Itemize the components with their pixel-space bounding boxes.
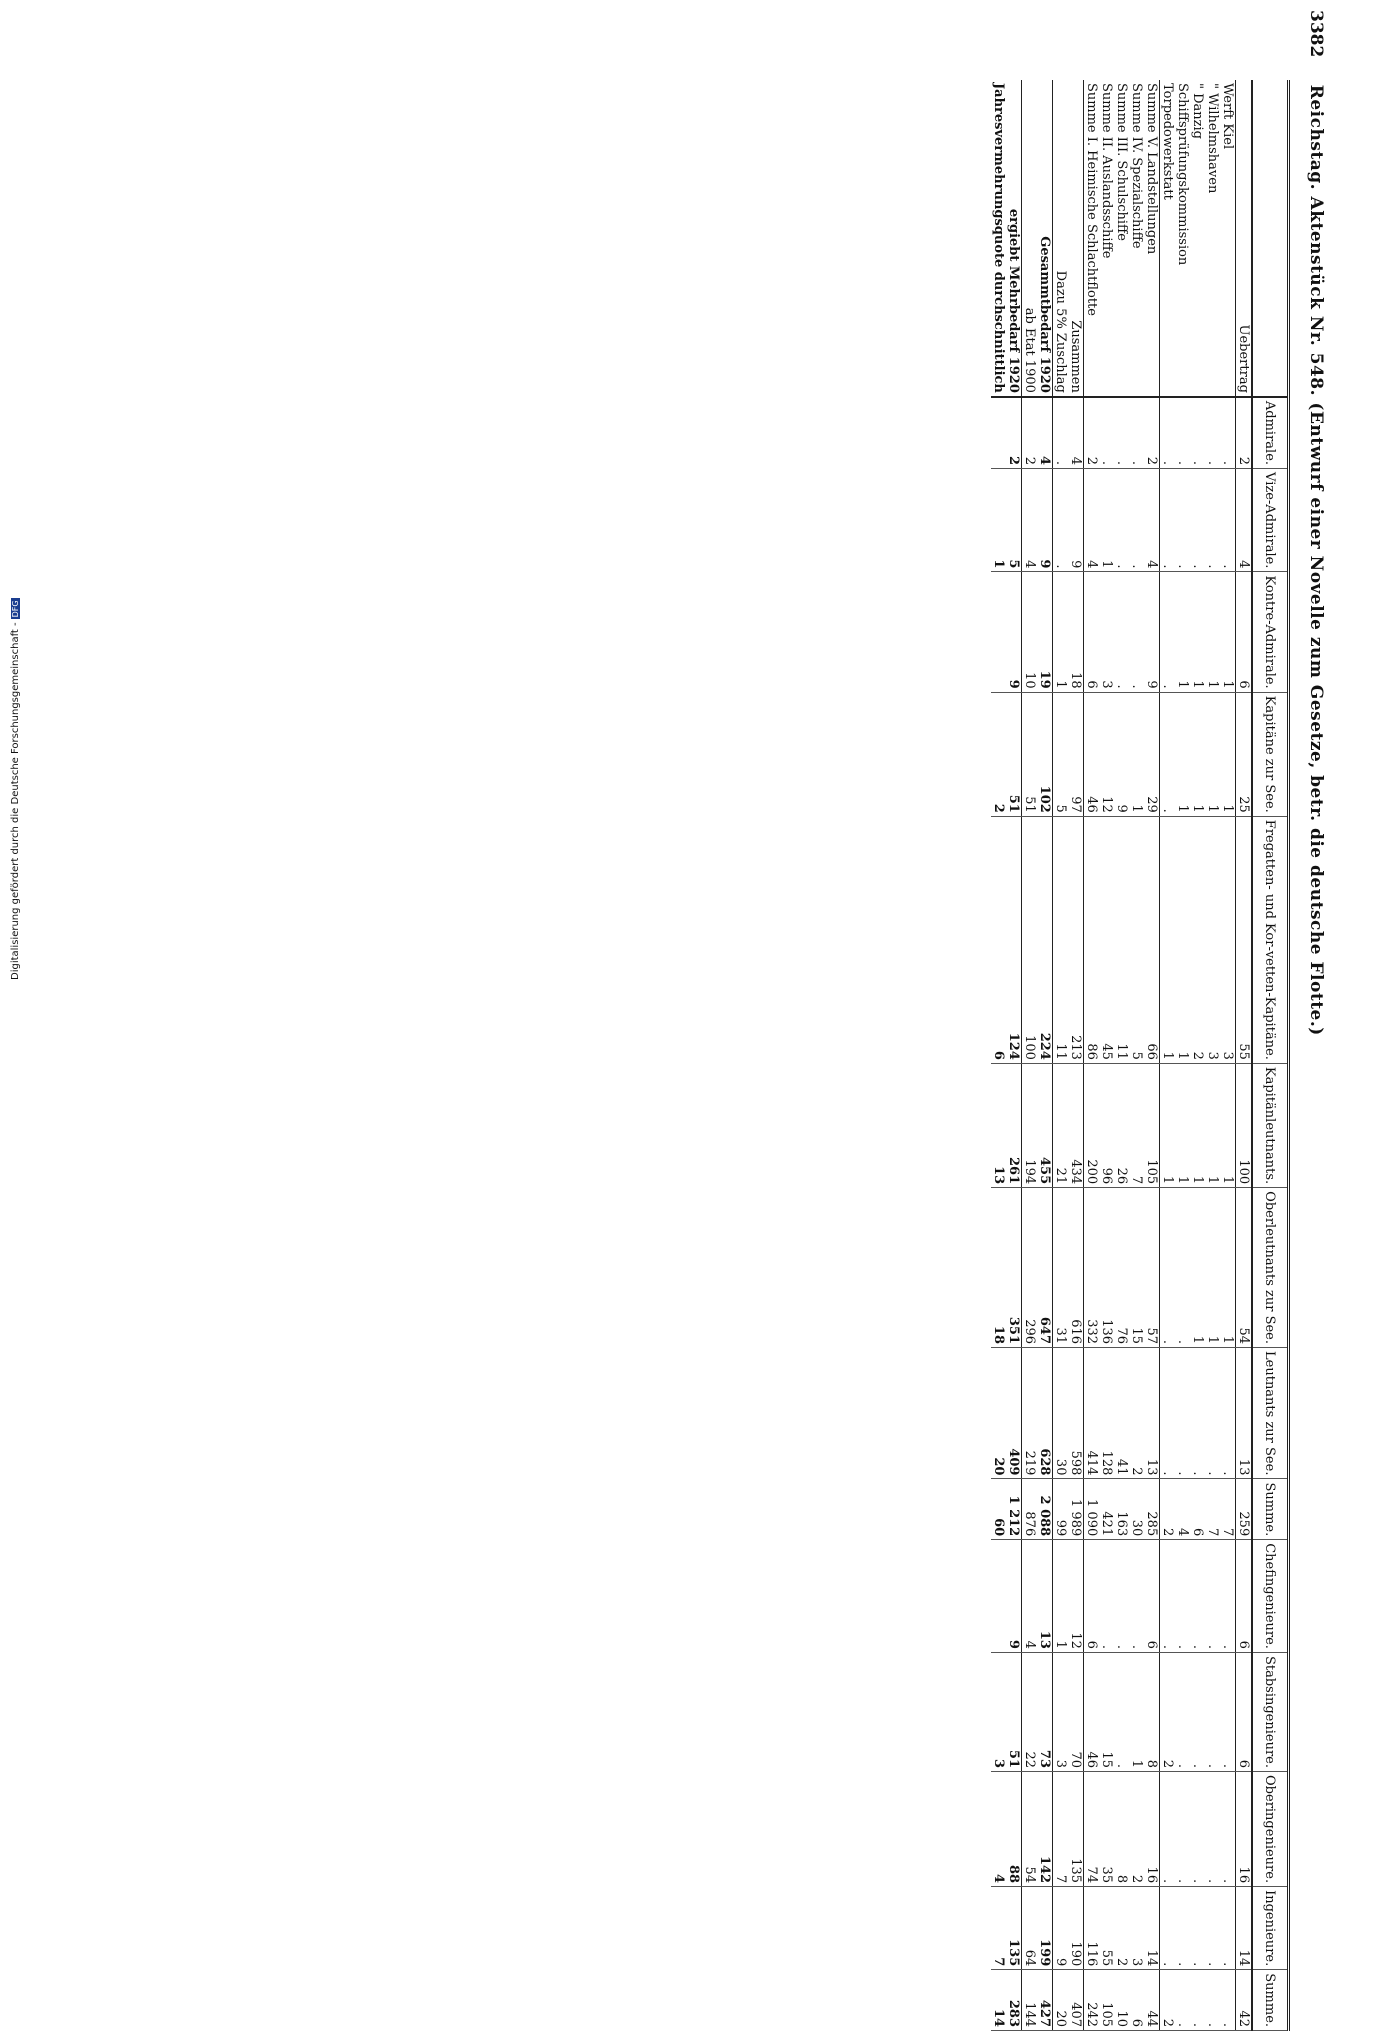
table-cell: . [1220, 1652, 1236, 1771]
table-cell: 46 [1084, 692, 1100, 816]
table-cell: . [1175, 1970, 1190, 2031]
table-cell: 414 [1084, 1348, 1100, 1479]
row-label: Summe V. Landstellungen [1144, 80, 1160, 397]
table-cell: . [1160, 397, 1176, 469]
column-header: Ingenieure. [1252, 1887, 1289, 1970]
table-cell: 2 088 [1037, 1479, 1053, 1540]
table-cell: 455 [1037, 1063, 1053, 1187]
table-cell: 1 [1220, 1063, 1236, 1187]
table-cell: 6 [1084, 572, 1100, 692]
table-cell: . [1053, 397, 1069, 469]
table-cell: 116 [1084, 1887, 1100, 1970]
table-cell: 194 [1022, 1063, 1038, 1187]
table-cell: 12 [1099, 692, 1114, 816]
table-cell: 100 [1236, 1063, 1253, 1187]
table-cell: 26 [1114, 1063, 1129, 1187]
personnel-table [991, 80, 1290, 2031]
row-label: Summe I. Heimische Schlachtflotte [1084, 80, 1100, 397]
row-label: Summe IV. Spezialschiffe [1129, 80, 1144, 397]
table-cell: 16 [1144, 1772, 1160, 1887]
table-cell: 64 [1022, 1887, 1038, 1970]
table-cell: 3 [1099, 572, 1114, 692]
table-cell: . [1220, 1540, 1236, 1653]
table-cell: . [1160, 572, 1176, 692]
digitization-note [10, 598, 21, 980]
table-cell: 647 [1037, 1188, 1053, 1348]
row-label: ab Etat 1900 [1022, 80, 1038, 397]
table-cell: 2 [1084, 397, 1100, 469]
table-cell: 13 [1037, 1540, 1053, 1653]
table-row [1006, 80, 1022, 2031]
dfg-logo: DFG [11, 600, 20, 618]
table-cell: 1 [1205, 572, 1220, 692]
running-header [1306, 10, 1326, 1036]
table-cell: 46 [1084, 1652, 1100, 1771]
table-row [1160, 80, 1176, 2031]
table-body [991, 80, 1252, 2031]
row-label: " Danzig [1190, 80, 1205, 397]
table-cell: 6 [991, 816, 1006, 1063]
table-cell: 10 [1022, 572, 1038, 692]
table-cell: 5 [1129, 816, 1144, 1063]
table-cell: 3 [1053, 1652, 1069, 1771]
row-label: ergiebt Mehrbedarf 1920 [1006, 80, 1022, 397]
table-cell: 51 [1006, 692, 1022, 816]
table-cell: . [1129, 1540, 1144, 1653]
table-cell: 4 [1022, 1540, 1038, 1653]
table-cell: . [1175, 1652, 1190, 1771]
table-cell: . [1190, 469, 1205, 572]
table-cell: 9 [1053, 1887, 1069, 1970]
table-cell: 6 [1236, 572, 1253, 692]
table-cell: 29 [1144, 692, 1160, 816]
table-cell: 224 [1037, 816, 1053, 1063]
table-cell: 4 [1144, 469, 1160, 572]
table-row [1205, 80, 1220, 2031]
table-cell: 9 [1006, 1540, 1022, 1653]
table-cell: 3 [1205, 816, 1220, 1063]
table-row [1053, 80, 1069, 2031]
column-header: Chefingenieure. [1252, 1540, 1289, 1653]
table-cell: 99 [1053, 1479, 1069, 1540]
table-cell: 5 [1006, 469, 1022, 572]
table-cell: 30 [1129, 1479, 1144, 1540]
table-cell: 1 212 [1006, 1479, 1022, 1540]
table-cell: 1 [1175, 1063, 1190, 1187]
table-cell: 296 [1022, 1188, 1038, 1348]
table-cell: 1 090 [1084, 1479, 1100, 1540]
table-cell: 30 [1053, 1348, 1069, 1479]
table-cell: 100 [1022, 816, 1038, 1063]
table-row [1068, 80, 1084, 2031]
table-cell: 1 [1099, 469, 1114, 572]
table-cell: 2 [1160, 1652, 1176, 1771]
table-cell: 16 [1236, 1772, 1253, 1887]
table-row [1190, 80, 1205, 2031]
table-cell: 200 [1084, 1063, 1100, 1187]
table-header-row [1252, 80, 1289, 2031]
table-cell: 4 [1236, 469, 1253, 572]
footer-text: Digitalisierung gefördert durch die Deutsche Forschungsgemeinschaft - [10, 622, 21, 980]
table-cell: 3 [1220, 816, 1236, 1063]
table-cell: 9 [1037, 469, 1053, 572]
table-cell: 5 [1053, 692, 1069, 816]
table-cell: . [1205, 1540, 1220, 1653]
table-cell: 4 [1022, 469, 1038, 572]
table-cell: . [1114, 572, 1129, 692]
column-header: Oberingenieure. [1252, 1772, 1289, 1887]
table-cell: . [1190, 1887, 1205, 1970]
table-cell: 628 [1037, 1348, 1053, 1479]
table-cell: 11 [1114, 816, 1129, 1063]
column-header: Leutnants zur See. [1252, 1348, 1289, 1479]
table-cell: 1 [1175, 572, 1190, 692]
table-cell: 2 [1114, 1887, 1129, 1970]
table-cell: 1 [1190, 1063, 1205, 1187]
table-cell: . [1160, 692, 1176, 816]
table-cell: 1 989 [1068, 1479, 1084, 1540]
table-row [1037, 80, 1053, 2031]
table-cell: . [1205, 1652, 1220, 1771]
table-cell: 9 [1114, 692, 1129, 816]
column-header: Summe. [1252, 1479, 1289, 1540]
table-cell: . [1190, 1772, 1205, 1887]
table-cell: 55 [1236, 816, 1253, 1063]
table-cell: 22 [1022, 1652, 1038, 1771]
table-cell: 2 [1236, 397, 1253, 469]
table-cell: 1 [1129, 692, 1144, 816]
table-row [1084, 80, 1100, 2031]
table-cell: . [1129, 469, 1144, 572]
table-cell: . [1114, 1540, 1129, 1653]
table-cell: 7 [1220, 1479, 1236, 1540]
row-label: Schiffsprüfungskommission [1175, 80, 1190, 397]
table-cell: 135 [1068, 1772, 1084, 1887]
table-cell: . [1160, 1887, 1176, 1970]
table-cell: 15 [1099, 1652, 1114, 1771]
table-cell: . [1205, 1887, 1220, 1970]
table-cell: . [1220, 1887, 1236, 1970]
page-title: Reichstag. Aktenstück Nr. 548. (Entwurf einer Novelle zum Gesetze, betr. die deutsche Flotte.) [1306, 84, 1326, 1036]
table-cell: 13 [1236, 1348, 1253, 1479]
table-cell: . [1129, 572, 1144, 692]
column-header: Fregatten- und Kor-vetten-Kapitäne. [1252, 816, 1289, 1063]
column-header: Kapitäne zur See. [1252, 692, 1289, 816]
table-cell: 8 [1144, 1652, 1160, 1771]
table-cell: 285 [1144, 1479, 1160, 1540]
table-cell: 2 [1190, 816, 1205, 1063]
table-row [1114, 80, 1129, 2031]
table-row [1236, 80, 1253, 2031]
rotated-page [730, 10, 1330, 2028]
table-cell: 261 [1006, 1063, 1022, 1187]
table-cell: 1 [1205, 1188, 1220, 1348]
table-cell: 1 [991, 469, 1006, 572]
column-header: Stabsingenieure. [1252, 1652, 1289, 1771]
table-cell: 409 [1006, 1348, 1022, 1479]
table-cell: 1 [1205, 1063, 1220, 1187]
table-cell: 4 [991, 1772, 1006, 1887]
table-cell: 4 [1175, 1479, 1190, 1540]
table-cell: 876 [1022, 1479, 1038, 1540]
table-cell [991, 572, 1006, 692]
table-cell: . [1114, 397, 1129, 469]
table-cell: 7 [1053, 1772, 1069, 1887]
table-cell: 2 [1006, 397, 1022, 469]
row-label: Jahresvermehrungsquote durchschnittlich [991, 80, 1006, 397]
table-cell: 57 [1144, 1188, 1160, 1348]
table-cell: 105 [1099, 1970, 1114, 2031]
table-cell: 4 [1084, 469, 1100, 572]
table-cell: . [1175, 1887, 1190, 1970]
table-cell: 18 [991, 1188, 1006, 1348]
table-cell: . [1160, 1188, 1176, 1348]
table-cell: 9 [1068, 469, 1084, 572]
table-cell: 2 [1144, 397, 1160, 469]
table-cell: 14 [991, 1970, 1006, 2031]
table-cell: 6 [1129, 1970, 1144, 2031]
table-cell: 4 [1037, 397, 1053, 469]
table-cell: . [1220, 397, 1236, 469]
table-cell: . [1160, 469, 1176, 572]
table-cell: 190 [1068, 1887, 1084, 1970]
table-cell: 6 [1190, 1479, 1205, 1540]
table-cell: . [1175, 1772, 1190, 1887]
table-cell: 41 [1114, 1348, 1129, 1479]
table-cell: 13 [1144, 1348, 1160, 1479]
table-row [1220, 80, 1236, 2031]
table-cell: 14 [1144, 1887, 1160, 1970]
table-cell: 1 [1190, 572, 1205, 692]
table-cell: 7 [991, 1887, 1006, 1970]
table-cell: . [1220, 1970, 1236, 2031]
table-cell: 73 [1037, 1652, 1053, 1771]
table-cell: 11 [1053, 816, 1069, 1063]
table-cell: 7 [1205, 1479, 1220, 1540]
table-cell: . [1175, 1540, 1190, 1653]
table-cell: 96 [1099, 1063, 1114, 1187]
table-cell: 7 [1129, 1063, 1144, 1187]
row-label: Summe III. Schulschiffe [1114, 80, 1129, 397]
table-cell: 6 [1144, 1540, 1160, 1653]
table-cell: 1 [1220, 692, 1236, 816]
table-cell: 105 [1144, 1063, 1160, 1187]
row-label: Summe II. Auslandsschiffe [1099, 80, 1114, 397]
table-cell: 2 [991, 692, 1006, 816]
table-cell: 163 [1114, 1479, 1129, 1540]
table-cell: . [1099, 397, 1114, 469]
table-row [1175, 80, 1190, 2031]
row-label: Gesammtbedarf 1920 [1037, 80, 1053, 397]
table-cell: 13 [991, 1063, 1006, 1187]
column-header: Kontre-Admirale. [1252, 572, 1289, 692]
table-cell: . [1160, 1772, 1176, 1887]
table-cell: 20 [991, 1348, 1006, 1479]
table-cell: 3 [1129, 1887, 1144, 1970]
table-cell: 434 [1068, 1063, 1084, 1187]
table-cell: 135 [1006, 1887, 1022, 1970]
table-cell: . [1190, 1970, 1205, 2031]
table-cell: 31 [1053, 1188, 1069, 1348]
table-cell: 213 [1068, 816, 1084, 1063]
column-header: Admirale. [1252, 397, 1289, 469]
table-cell: 144 [1022, 1970, 1038, 2031]
table-cell: . [1220, 469, 1236, 572]
table-cell: 54 [1022, 1772, 1038, 1887]
row-label: Werft Kiel [1220, 80, 1236, 397]
table-cell: . [1205, 469, 1220, 572]
table-cell: 35 [1099, 1772, 1114, 1887]
table-cell: . [1114, 1652, 1129, 1771]
table-cell: 14 [1236, 1887, 1253, 1970]
column-header: Summe. [1252, 1970, 1289, 2031]
table-cell: 42 [1236, 1970, 1253, 2031]
table-cell: 259 [1236, 1479, 1253, 1540]
table-cell: . [1205, 397, 1220, 469]
table-row [1144, 80, 1160, 2031]
table-cell: 15 [1129, 1188, 1144, 1348]
table-cell: 45 [1099, 816, 1114, 1063]
table-cell: 21 [1053, 1063, 1069, 1187]
table-cell: 1 [1220, 1188, 1236, 1348]
table-cell: 25 [1236, 692, 1253, 816]
table-row [1129, 80, 1144, 2031]
table-cell: 60 [991, 1479, 1006, 1540]
table-cell: . [1205, 1970, 1220, 2031]
table-cell: 283 [1006, 1970, 1022, 2031]
table-cell: . [1114, 469, 1129, 572]
table-cell: 427 [1037, 1970, 1053, 2031]
table-cell [991, 1540, 1006, 1653]
table-cell: 8 [1114, 1772, 1129, 1887]
table-cell: . [1205, 1348, 1220, 1479]
table-cell: 66 [1144, 816, 1160, 1063]
table-cell: . [1160, 1540, 1176, 1653]
table-cell: 1 [1190, 1188, 1205, 1348]
table-cell: 2 [1129, 1348, 1144, 1479]
table-cell: 9 [1144, 572, 1160, 692]
table-cell: . [1175, 1188, 1190, 1348]
table-cell: 128 [1099, 1348, 1114, 1479]
table-cell: 421 [1099, 1479, 1114, 1540]
row-label: Torpedowerkstatt [1160, 80, 1176, 397]
row-label: " Wilhelmshaven [1205, 80, 1220, 397]
table-cell: 55 [1099, 1887, 1114, 1970]
table-cell: 1 [1160, 816, 1176, 1063]
table-cell: 9 [1006, 572, 1022, 692]
table-cell: . [1190, 1540, 1205, 1653]
table-cell: 2 [1129, 1772, 1144, 1887]
table-cell: 4 [1068, 397, 1084, 469]
page-number: 3382 [1306, 10, 1326, 58]
table-cell: 70 [1068, 1652, 1084, 1771]
table-cell: . [1220, 1348, 1236, 1479]
table-cell: 199 [1037, 1887, 1053, 1970]
table-cell: 598 [1068, 1348, 1084, 1479]
table-cell: 1 [1220, 572, 1236, 692]
table-cell: 20 [1053, 1970, 1069, 2031]
table-cell: 1 [1175, 816, 1190, 1063]
table-row [1022, 80, 1038, 2031]
table-cell: . [1053, 469, 1069, 572]
table-cell: . [1190, 1652, 1205, 1771]
table-cell: . [1175, 1348, 1190, 1479]
table-cell: 1 [1175, 692, 1190, 816]
table-cell: 19 [1037, 572, 1053, 692]
table-cell: 54 [1236, 1188, 1253, 1348]
table-cell: 124 [1006, 816, 1022, 1063]
table-row [1099, 80, 1114, 2031]
table-cell: 1 [1205, 692, 1220, 816]
table-cell: . [1160, 1348, 1176, 1479]
row-label: Zusammen [1068, 80, 1084, 397]
table-cell: . [1190, 1348, 1205, 1479]
table-cell: 74 [1084, 1772, 1100, 1887]
table-cell: 2 [1160, 1970, 1176, 2031]
table-cell: 51 [1006, 1652, 1022, 1771]
table-cell: 219 [1022, 1348, 1038, 1479]
table-cell: 6 [1236, 1652, 1253, 1771]
table-cell: 2 [1022, 397, 1038, 469]
table-cell: 242 [1084, 1970, 1100, 2031]
table-cell: . [1190, 397, 1205, 469]
table-cell: 10 [1114, 1970, 1129, 2031]
column-header: Kapitänleutnants. [1252, 1063, 1289, 1187]
table-cell: 1 [1053, 572, 1069, 692]
table-cell: 88 [1006, 1772, 1022, 1887]
table-cell: 6 [1084, 1540, 1100, 1653]
table-cell: 86 [1084, 816, 1100, 1063]
table-cell: 1 [1053, 1540, 1069, 1653]
table-cell: 616 [1068, 1188, 1084, 1348]
table-cell: 407 [1068, 1970, 1084, 2031]
table-cell: . [1205, 1772, 1220, 1887]
label-column-header [1252, 80, 1289, 397]
table-cell: . [1099, 1540, 1114, 1653]
table-cell: 1 [1129, 1652, 1144, 1771]
table-cell: 44 [1144, 1970, 1160, 2031]
table-cell: 1 [1160, 1063, 1176, 1187]
table-cell: 97 [1068, 692, 1084, 816]
table-cell: . [1175, 469, 1190, 572]
table-cell: . [1175, 397, 1190, 469]
table-cell: 12 [1068, 1540, 1084, 1653]
table-cell: 136 [1099, 1188, 1114, 1348]
table-cell: 332 [1084, 1188, 1100, 1348]
row-label: Dazu 5% Zuschlag [1053, 80, 1069, 397]
table-cell: . [1129, 397, 1144, 469]
table-cell: 102 [1037, 692, 1053, 816]
table-cell: . [1220, 1772, 1236, 1887]
table-cell: 18 [1068, 572, 1084, 692]
table-cell: 142 [1037, 1772, 1053, 1887]
table-cell [991, 397, 1006, 469]
table-cell: 6 [1236, 1540, 1253, 1653]
table-row [991, 80, 1006, 2031]
table-cell: 3 [991, 1652, 1006, 1771]
table-cell: 2 [1160, 1479, 1176, 1540]
table-cell: 51 [1022, 692, 1038, 816]
column-header: Vize-Admirale. [1252, 469, 1289, 572]
row-label: Uebertrag [1236, 80, 1253, 397]
table-cell: 76 [1114, 1188, 1129, 1348]
table-cell: 1 [1190, 692, 1205, 816]
table-cell: 351 [1006, 1188, 1022, 1348]
column-header: Oberleutnants zur See. [1252, 1188, 1289, 1348]
